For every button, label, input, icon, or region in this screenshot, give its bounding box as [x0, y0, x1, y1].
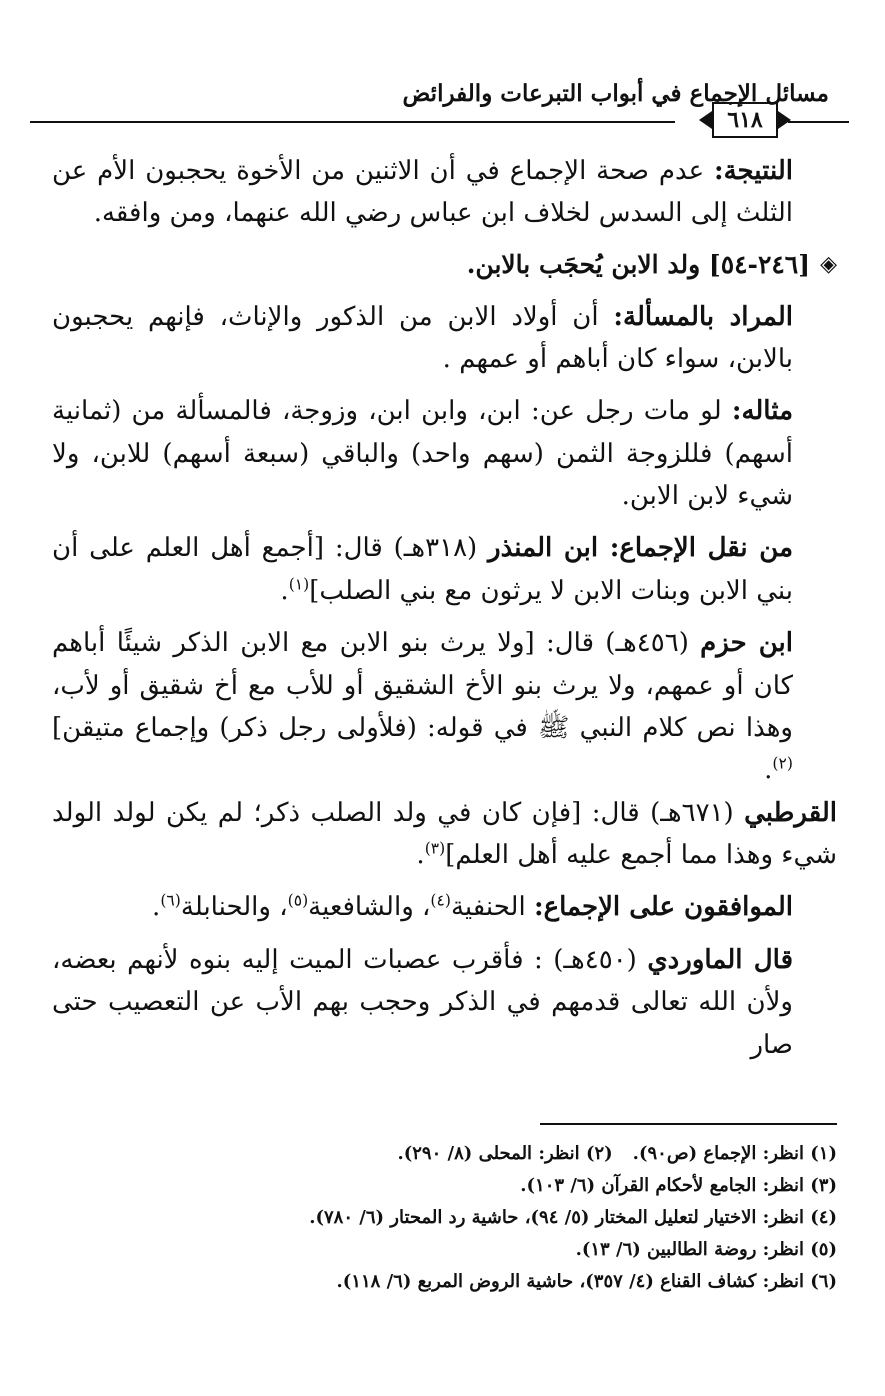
section-title-text: [٢٤٦-٥٤] ولد الابن يُحجَب بالابن. — [466, 249, 811, 279]
paragraph-text: (٤٥٠هـ) : فأقرب عصبات الميت إليه بنوه لأنهم بعضه، ولأن الله تعالى قدمهم في الذكر وحجب بهم الأب عن التعصيب حتى صار — [52, 944, 793, 1060]
main-text — [52, 150, 837, 1076]
qurtubi-paragraph: القرطبي (٦٧١هـ) قال: [فإن كان في ولد الصلب ذكر؛ لم يكن لولد الولد شيء وهذا مما أجمع عليه أهل العلم]$^{(٣)}$. — [52, 797, 837, 870]
paragraph-lead: النتيجة: — [713, 156, 793, 186]
diamond-icon: ◈ — [820, 251, 837, 278]
footnote-4: (٤) انظر: الاختيار لتعليل المختار (٥/ ٩٤)، حاشية رد المحتار (٦/ ٧٨٠). — [309, 1206, 837, 1228]
agreeing-paragraph: الموافقون على الإجماع: الحنفية$^{(٤)}$، والشافعية$^{(٥)}$، والحنابلة$^{(٦)}$. — [152, 891, 793, 923]
paragraph-text: أن أولاد الابن من الذكور والإناث، فإنهم يحجبون بالابن، سواء كان أباهم أو عمهم . — [52, 301, 793, 374]
paragraph-text: ، والحنابلة — [180, 892, 288, 923]
paragraph-text: (٦٧١هـ) قال: [فإن كان في ولد الصلب ذكر؛ لم يكن لولد الولد شيء وهذا مما أجمع عليه أهل العلم] — [52, 797, 837, 870]
page-number: ٦١٨ — [712, 102, 778, 138]
paragraph-text: ، والشافعية — [308, 892, 431, 923]
paragraph-lead: مثاله: — [731, 396, 793, 427]
result-paragraph — [52, 150, 837, 235]
paragraph-text: (٣١٨هـ) قال: [أجمع أهل العلم على أن بني الابن وبنات الابن لا يرثون مع بني الصلب] — [52, 533, 793, 606]
footnote-reference: (٦) — [160, 891, 181, 910]
paragraph-lead: الموافقون على الإجماع: — [533, 892, 793, 923]
ibn-hazm-paragraph: ابن حزم (٤٥٦هـ) قال: [ولا يرث بنو الابن مع الابن الذكر شيئًا أباهم كان أو عمهم، ولا يرث بنو الأخ الشقيق أو للأب مع أخ شقيق أو لأب، وهذا نص كلام النبي ﷺ في قوله: (فلأولى رجل ذكر) وإجماع متيقن]$^{(٢)}$. — [52, 628, 793, 786]
paragraph-text: لو مات رجل عن: ابن، وابن ابن، وزوجة، فالمسألة من (ثمانية أسهم) فللزوجة الثمن (سهم واحد) والباقي (سبعة أسهم) للابن، ولا شيء لابن الابن. — [52, 396, 793, 511]
paragraph-text: (٤٥٦هـ) قال: [ولا يرث بنو الابن مع الابن الذكر شيئًا أباهم كان أو عمهم، ولا يرث بنو الأخ الشقيق أو للأب مع أخ شقيق أو لأب، وهذا نص كلام النبي ﷺ في قوله: (فلأولى رجل ذكر) وإجماع متيقن] — [52, 628, 793, 743]
footnote-reference: (٣) — [424, 839, 446, 858]
header-rule-left — [30, 121, 675, 123]
running-title: مسائل الإجماع في أبواب التبرعات والفرائض — [402, 80, 829, 107]
paragraph-text: عدم صحة الإجماع في أن الاثنين من الأخوة يحجبون الأم عن الثلث إلى السدس لخلاف ابن عباس رضي الله عنهما، ومن وافقه. — [52, 156, 793, 229]
footnote-reference: (٤) — [430, 891, 451, 910]
consensus-source-paragraph: من نقل الإجماع: ابن المنذر (٣١٨هـ) قال: [أجمع أهل العلم على أن بني الابن وبنات الابن لا يرثون مع بني الصلب]$^{(١)}$. — [52, 533, 793, 606]
footnote-divider — [540, 1123, 837, 1125]
footnote-6: (٦) انظر: كشاف القناع (٤/ ٣٥٧)، حاشية الروض المربع (٦/ ١١٨). — [336, 1270, 837, 1292]
footnote-reference: (٥) — [287, 891, 309, 910]
paragraph-lead: ابن حزم — [700, 628, 793, 659]
footnote-reference: (١) — [288, 575, 310, 594]
paragraph-lead: المراد بالمسألة: — [613, 301, 794, 332]
paragraph-lead: القرطبي — [744, 797, 837, 828]
section-heading — [52, 245, 837, 286]
footnote-reference: (٢) — [772, 754, 793, 773]
footnote-2: (٢) انظر: المحلى (٨/ ٢٩٠). — [397, 1143, 613, 1164]
footnotes — [60, 1140, 837, 1299]
mawardi-paragraph — [52, 939, 837, 1066]
footnote-1: (١) انظر: الإجماع (ص٩٠). — [632, 1143, 837, 1164]
meaning-paragraph — [52, 296, 837, 381]
footnote-3: (٣) انظر: الجامع لأحكام القرآن (٦/ ١٠٣). — [520, 1174, 837, 1196]
footnote-row — [60, 1140, 837, 1172]
paragraph-lead: قال الماوردي — [647, 944, 793, 975]
footnote-5: (٥) انظر: روضة الطالبين (٦/ ١٣). — [575, 1238, 837, 1260]
header-rule-right — [788, 121, 849, 123]
example-paragraph — [52, 390, 837, 517]
paragraph-lead: من نقل الإجماع: ابن المنذر — [488, 533, 793, 564]
paragraph-text: الحنفية — [450, 892, 534, 923]
page-header — [30, 72, 837, 142]
